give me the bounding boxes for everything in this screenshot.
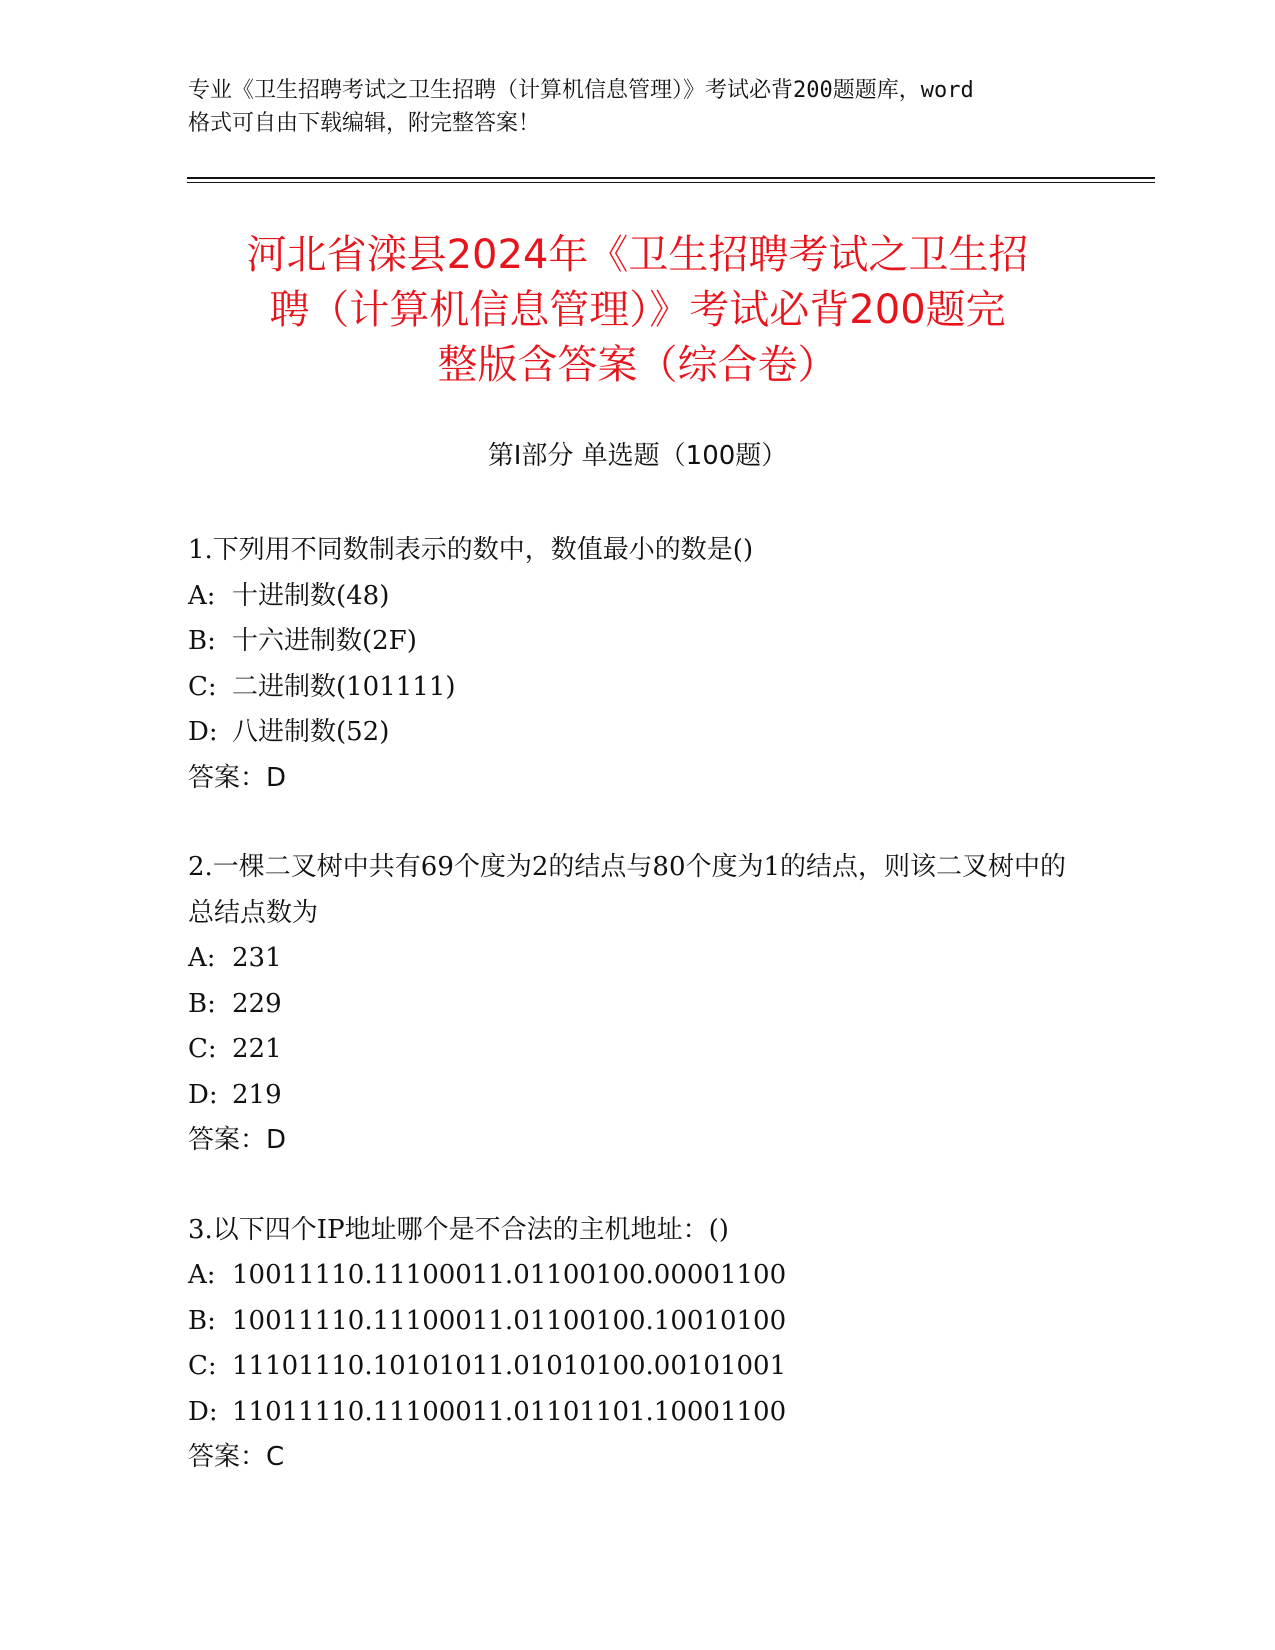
option-text: 11101110.10101011.01010100.00101001 <box>232 1351 787 1381</box>
option-text: 229 <box>232 988 282 1019</box>
option-c <box>188 665 1078 711</box>
option-text: 二进制数(101111) <box>232 671 456 702</box>
option-letter: C: <box>188 1351 217 1381</box>
question-list <box>188 528 1078 1525</box>
option-text: 231 <box>232 943 282 973</box>
document-title-line-2: 聘（计算机信息管理）》考试必背200题完 <box>269 287 1006 333</box>
option-letter: D: <box>188 1079 218 1110</box>
option-letter: A: <box>188 1260 216 1290</box>
option-text: 221 <box>232 1034 282 1064</box>
document-title <box>160 228 1115 393</box>
option-letter: A: <box>188 580 216 611</box>
option-a <box>188 574 1078 620</box>
option-letter: C: <box>188 671 217 702</box>
option-letter: B: <box>188 1305 216 1336</box>
option-d <box>188 1390 1078 1436</box>
answer: 答案：C <box>188 1442 285 1472</box>
option-c <box>188 1027 1078 1073</box>
option-letter: C: <box>188 1034 217 1064</box>
question-3 <box>188 1208 1078 1481</box>
option-text: 八进制数(52) <box>232 717 390 747</box>
header-rule-thin <box>187 182 1155 183</box>
option-d <box>188 710 1078 756</box>
option-d <box>188 1073 1078 1119</box>
question-stem: 1.下列用不同数制表示的数中，数值最小的数是() <box>188 535 754 565</box>
header-rule-thick <box>187 177 1155 179</box>
option-text: 十六进制数(2F) <box>232 626 417 656</box>
option-letter: D: <box>188 717 218 747</box>
option-text: 11011110.11100011.01101101.10001100 <box>232 1396 787 1427</box>
option-text: 10011110.11100011.01100100.00001100 <box>232 1260 787 1290</box>
section-heading: 第Ⅰ部分 单选题（100题） <box>487 441 788 471</box>
option-b <box>188 982 1078 1028</box>
option-letter: B: <box>188 988 216 1019</box>
option-a <box>188 936 1078 982</box>
document-title-line-3: 整版含答案（综合卷） <box>437 342 838 388</box>
question-1 <box>188 528 1078 801</box>
question-stem: 2.一棵二叉树中共有69个度为2的结点与80个度为1的结点，则该二叉树中的总结点数为 <box>188 852 1067 928</box>
header-note-line-1: 专业《卫生招聘考试之卫生招聘（计算机信息管理）》考试必背200题题库，word <box>188 78 974 103</box>
answer: 答案：D <box>188 1125 287 1155</box>
option-b <box>188 619 1078 665</box>
option-text: 219 <box>232 1079 282 1110</box>
option-c <box>188 1344 1078 1390</box>
header-note <box>188 74 1088 140</box>
option-text: 10011110.11100011.01100100.10010100 <box>232 1305 787 1336</box>
question-2 <box>188 845 1078 1164</box>
option-b <box>188 1299 1078 1345</box>
option-letter: D: <box>188 1396 218 1427</box>
header-note-line-2: 格式可自由下载编辑，附完整答案！ <box>188 111 541 136</box>
option-text: 十进制数(48) <box>232 580 390 611</box>
document-title-line-1: 河北省滦县2024年《卫生招聘考试之卫生招 <box>246 232 1029 278</box>
option-a <box>188 1253 1078 1299</box>
question-stem: 3.以下四个IP地址哪个是不合法的主机地址：() <box>188 1214 729 1245</box>
answer: 答案：D <box>188 762 287 793</box>
option-letter: A: <box>188 943 216 973</box>
option-letter: B: <box>188 626 216 656</box>
